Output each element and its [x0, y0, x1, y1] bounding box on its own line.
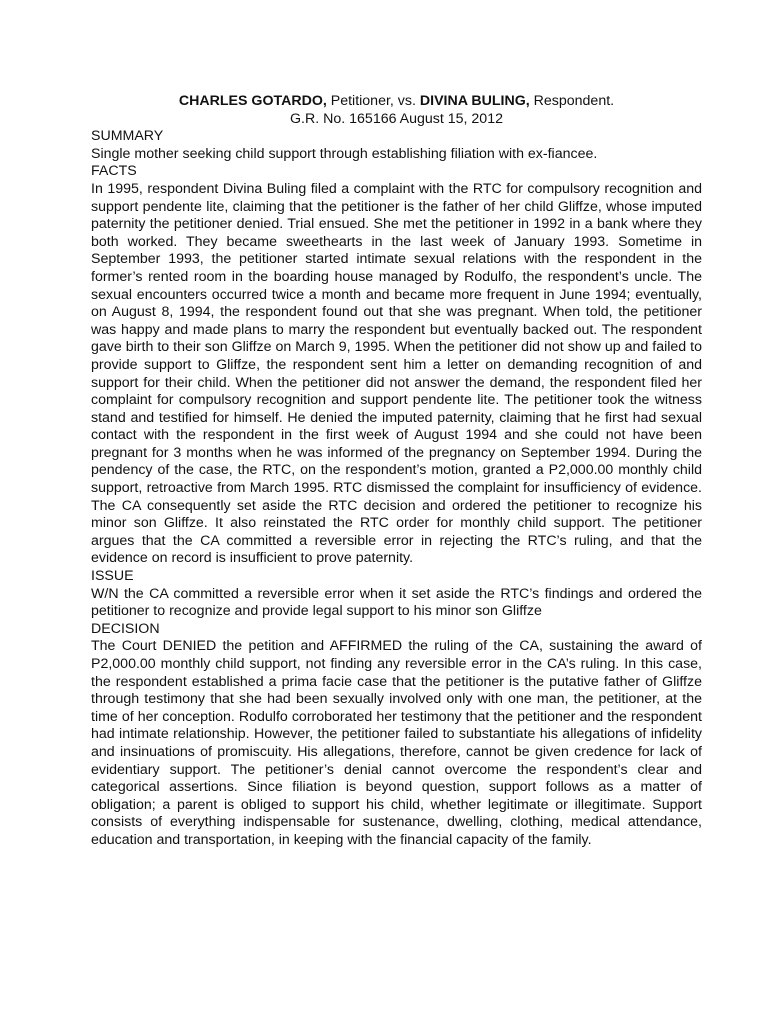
summary-heading: SUMMARY [91, 128, 164, 145]
issue-text: W/N the CA committed a reversible error when it set aside the RTC’s findings and ordered the petitioner to recognize and provide legal support to his minor son Gliffze [91, 585, 702, 620]
petitioner-name: CHARLES GOTARDO, [178, 93, 327, 109]
respondent-role: Respondent. [529, 93, 615, 109]
petitioner-role: Petitioner, vs. [326, 93, 420, 109]
issue-section [91, 568, 702, 621]
facts-text: In 1995, respondent Divina Buling filed a complaint with the RTC for compulsory recognition and support pendente lite, claiming that the petitioner is the father of her child Gliffze, whose imputed paternity the petitioner denied. Trial ensued. She met the petitioner in 1992 in a bank where they both worked. They became sweethearts in the last week of January 1993. Sometime in September 1993, the petitioner started intimate sexual relations with the respondent in the former’s rented room in the boarding house managed by Rodulfo, the respondent’s uncle. The sexual encounters occurred twice a month and became more frequent in June 1994; eventually, on August 8, 1994, the respondent found out that she was pregnant. When told, the petitioner was happy and made plans to marry the respondent but eventually backed out. The respondent gave birth to their son Gliffze on March 9, 1995. When the petitioner did not show up and failed to provide support to Gliffze, the respondent sent him a letter on demanding recognition of and support for their child. When the petitioner did not answer the demand, the respondent filed her complaint for compulsory recognition and support pendente lite. The petitioner took the witness stand and testified for himself. He denied the imputed paternity, claiming that he first had sexual contact with the respondent in the first week of August 1994 and she could not have been pregnant for 3 months when he was informed of the pregnancy on September 1994. During the pendency of the case, the RTC, on the respondent’s motion, granted a P2,000.00 monthly child support, retroactive from March 1995. RTC dismissed the complaint for insufficiency of evidence. The CA consequently set aside the RTC decision and ordered the petitioner to recognize his minor son Gliffze. It also reinstated the RTC order for monthly child support. The petitioner argues that the CA committed a reversible error in rejecting the RTC’s ruling, and that the evidence on record is insufficient to prove paternity. [91, 180, 702, 567]
summary-section [91, 128, 702, 163]
summary-text: Single mother seeking child support through establishing filiation with ex-fiancee. [91, 145, 598, 162]
case-title-block [91, 93, 702, 128]
decision-text: The Court DENIED the petition and AFFIRMED the ruling of the CA, sustaining the award of P2,000.00 monthly child support, not finding any reversible error in the CA’s ruling. In this case, the respondent established a prima facie case that the petitioner is the putative father of Gliffze through testimony that she had been sexually involved only with one man, the petitioner, at the time of her conception. Rodulfo corroborated her testimony that the petitioner and the respondent had intimate relationship. However, the petitioner failed to substantiate his allegations of infidelity and insinuations of promiscuity. His allegations, therefore, cannot be given credence for lack of evidentiary support. The petitioner’s denial cannot overcome the respondent’s clear and categorical assertions. Since filiation is beyond question, support follows as a matter of obligation; a parent is obliged to support his child, whether legitimate or illegitimate. Support consists of everything indispensable for sustenance, dwelling, clothing, medical attendance, education and transportation, in keeping with the financial capacity of the family. [91, 638, 702, 848]
case-title [91, 93, 702, 111]
decision-heading: DECISION [91, 620, 160, 637]
decision-section [91, 621, 702, 850]
facts-heading: FACTS [91, 163, 137, 180]
case-citation: G.R. No. 165166 August 15, 2012 [290, 110, 503, 127]
issue-heading: ISSUE [91, 568, 134, 585]
facts-section [91, 163, 702, 568]
respondent-name: DIVINA BULING, [419, 93, 530, 109]
